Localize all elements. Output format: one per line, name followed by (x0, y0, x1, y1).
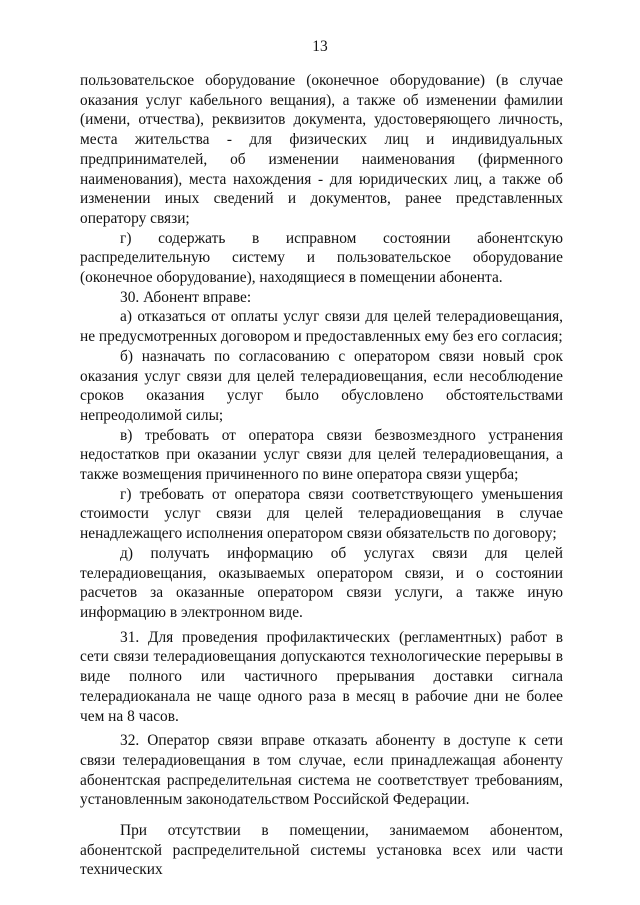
paragraph-32: 32. Оператор связи вправе отказать абоненту в доступе к сети связи телерадиовещания в том случае, если принадлежащая абоненту абонентская распределительная система не соответствует требованиям, установленным законодательством Российской Федерации. (80, 732, 563, 809)
paragraph-item-a: а) отказаться от оплаты услуг связи для целей телерадиовещания, не предусмотренных договором и предоставленных ему без его согласия; (80, 308, 563, 346)
paragraph-absence: При отсутствии в помещении, занимаемом абонентом, абонентской распределительной системы установка всех или части технических (80, 822, 563, 879)
paragraph-item-d: д) получать информацию об услугах связи для целей телерадиовещания, оказываемых оператором связи, и о состоянии расчетов за оказанные оператором связи услуги, а также иную информацию в электронном виде. (80, 544, 563, 621)
paragraph-item-b: б) назначать по согласованию с оператором связи новый срок оказания услуг связи для целей телерадиовещания, если несоблюдение сроков оказания услуг было обусловлено обстоятельствами непреодолимой силы; (80, 347, 563, 424)
paragraph-31: 31. Для проведения профилактических (регламентных) работ в сети связи телерадиовещания допускаются технологические перерывы в виде полного или частичного прерывания доставки сигнала телерадиоканала не чаще одного раза в месяц в рабочие дни не более чем на 8 часов. (80, 628, 563, 725)
paragraph-item-g: г) требовать от оператора связи соответствующего уменьшения стоимости услуг связи для целей телерадиовещания в случае ненадлежащего исполнения оператором связи обязательств по договору; (80, 485, 563, 543)
page-number: 13 (312, 38, 328, 55)
paragraph-continuation: пользовательское оборудование (оконечное оборудование) (в случае оказания услуг кабельного вещания), а также об изменении фамилии (имени, отчества), реквизитов документа, удостоверяющего личность, места жительства - для физических лиц и индивидуальных предпринимателей, об изменении наименования (фирменного наименования), места нахождения - для юридических лиц, а также об изменении иных сведений и документов, ранее представленных оператору связи; (80, 72, 563, 227)
document-body (80, 71, 563, 880)
paragraph-item-v: в) требовать от оператора связи безвозмездного устранения недостатков при оказании услуг связи для целей телерадиовещания, а также возмещения причиненного по вине оператора связи ущерба; (80, 426, 563, 484)
paragraph-30-heading: 30. Абонент вправе: (120, 288, 252, 306)
paragraph-item-g-maintain: г) содержать в исправном состоянии абонентскую распределительную систему и пользовательское оборудование (оконечное оборудование), находящиеся в помещении абонента. (80, 229, 563, 287)
